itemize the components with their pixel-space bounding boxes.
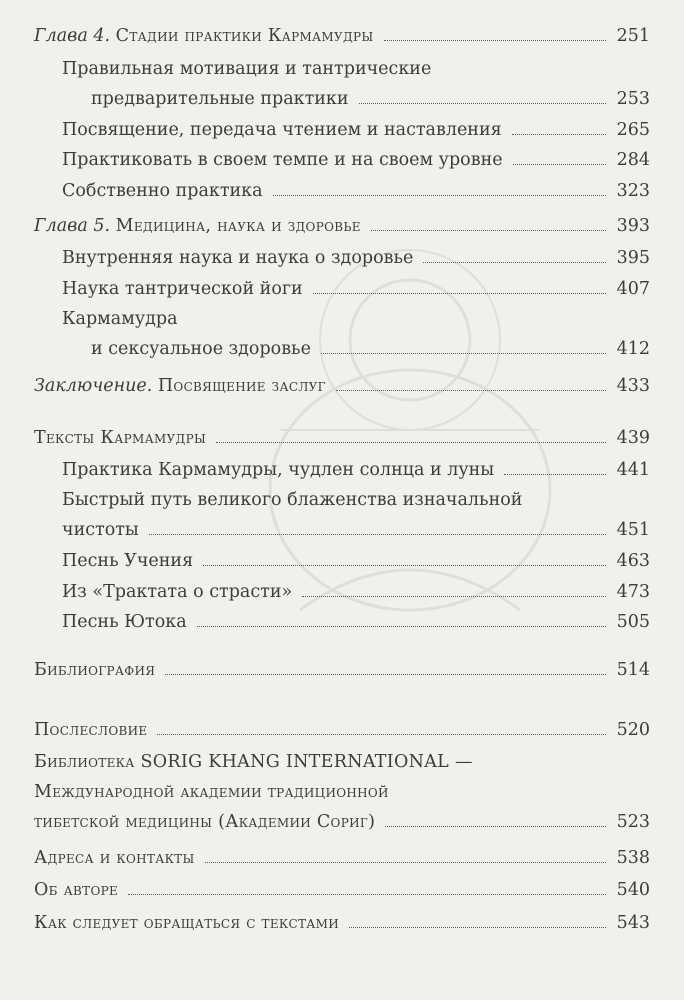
entry-title-line: чистоты bbox=[62, 520, 139, 540]
entry-title-line: тибетской медицины (Академии Сориг) bbox=[34, 812, 376, 832]
page-number: 538 bbox=[616, 848, 650, 868]
dot-leader bbox=[359, 102, 606, 104]
entry-title-line: и сексуальное здоровье bbox=[91, 339, 311, 359]
entry-title: Медицина, наука и здоровье bbox=[115, 216, 361, 236]
dot-leader bbox=[197, 625, 606, 627]
entry-title: Внутренняя наука и наука о здоровье bbox=[62, 248, 414, 268]
page-number: 393 bbox=[616, 216, 650, 236]
page-number: 251 bbox=[616, 26, 650, 46]
entry-title: Наука тантрической йоги bbox=[62, 279, 303, 299]
dot-leader bbox=[336, 389, 606, 391]
page-number: 265 bbox=[616, 120, 650, 140]
entry-title-line: Правильная мотивация и тантрические bbox=[62, 59, 432, 79]
dot-leader bbox=[203, 564, 606, 566]
entry-title: Об авторе bbox=[34, 880, 119, 900]
entry-title-line: Быстрый путь великого блаженства изначальной bbox=[62, 490, 523, 510]
page-number: 253 bbox=[616, 89, 650, 109]
dot-leader bbox=[165, 673, 606, 675]
page-number: 451 bbox=[616, 520, 650, 540]
entry-title: Тексты Кармамудры bbox=[34, 428, 207, 448]
entry-title-line: Международной академии традиционной bbox=[34, 782, 389, 802]
entry-title-line: предварительные практики bbox=[91, 89, 349, 109]
page-number: 523 bbox=[616, 812, 650, 832]
dot-leader bbox=[313, 292, 606, 294]
page-number: 473 bbox=[616, 582, 650, 602]
page-number: 323 bbox=[616, 181, 650, 201]
dot-leader bbox=[513, 163, 606, 165]
page-number: 463 bbox=[616, 551, 650, 571]
dot-leader bbox=[371, 229, 606, 231]
page-number: 520 bbox=[616, 720, 650, 740]
dot-leader bbox=[512, 133, 606, 135]
entry-title-line: Кармамудра bbox=[62, 309, 178, 329]
entry-title: Посвящение, передача чтением и наставления bbox=[62, 120, 502, 140]
entry-title: Посвящение заслуг bbox=[157, 376, 326, 396]
page-number: 441 bbox=[616, 460, 650, 480]
dot-leader bbox=[157, 733, 606, 735]
dot-leader bbox=[321, 352, 606, 354]
page-number: 540 bbox=[616, 880, 650, 900]
entry-title: Адреса и контакты bbox=[34, 848, 195, 868]
entry-title: Песнь Ютока bbox=[62, 612, 187, 632]
dot-leader bbox=[273, 194, 606, 196]
dot-leader bbox=[205, 861, 606, 863]
chapter-label: Заключение. bbox=[34, 376, 153, 396]
dot-leader bbox=[423, 261, 606, 263]
dot-leader bbox=[384, 39, 606, 41]
dot-leader bbox=[302, 595, 606, 597]
dot-leader bbox=[216, 441, 606, 443]
chapter-label: Глава 4. bbox=[34, 26, 111, 46]
dot-leader bbox=[504, 473, 606, 475]
entry-title: Собственно практика bbox=[62, 181, 263, 201]
entry-title: Библиография bbox=[34, 660, 156, 680]
page-number: 395 bbox=[616, 248, 650, 268]
entry-title: Практиковать в своем темпе и на своем уровне bbox=[62, 150, 503, 170]
entry-title: Из «Трактата о страсти» bbox=[62, 582, 293, 602]
page-number: 514 bbox=[616, 660, 650, 680]
dot-leader bbox=[385, 825, 606, 827]
page-number: 433 bbox=[616, 376, 650, 396]
page-number: 284 bbox=[616, 150, 650, 170]
dot-leader bbox=[149, 533, 606, 535]
chapter-label: Глава 5. bbox=[34, 216, 111, 236]
entry-title: Стадии практики Кармамудры bbox=[115, 26, 374, 46]
entry-title: Послесловие bbox=[34, 720, 148, 740]
page-number: 505 bbox=[616, 612, 650, 632]
dot-leader bbox=[128, 893, 606, 895]
entry-title: Песнь Учения bbox=[62, 551, 194, 571]
entry-title: Как следует обращаться с текстами bbox=[34, 913, 340, 933]
page-number: 439 bbox=[616, 428, 650, 448]
page-number: 407 bbox=[616, 279, 650, 299]
dot-leader bbox=[349, 926, 606, 928]
entry-title: Практика Кармамудры, чудлен солнца и луны bbox=[62, 460, 495, 480]
entry-title-line: Библиотека SORIG KHANG INTERNATIONAL — bbox=[34, 752, 473, 772]
page-number: 412 bbox=[616, 339, 650, 359]
page-number: 543 bbox=[616, 913, 650, 933]
